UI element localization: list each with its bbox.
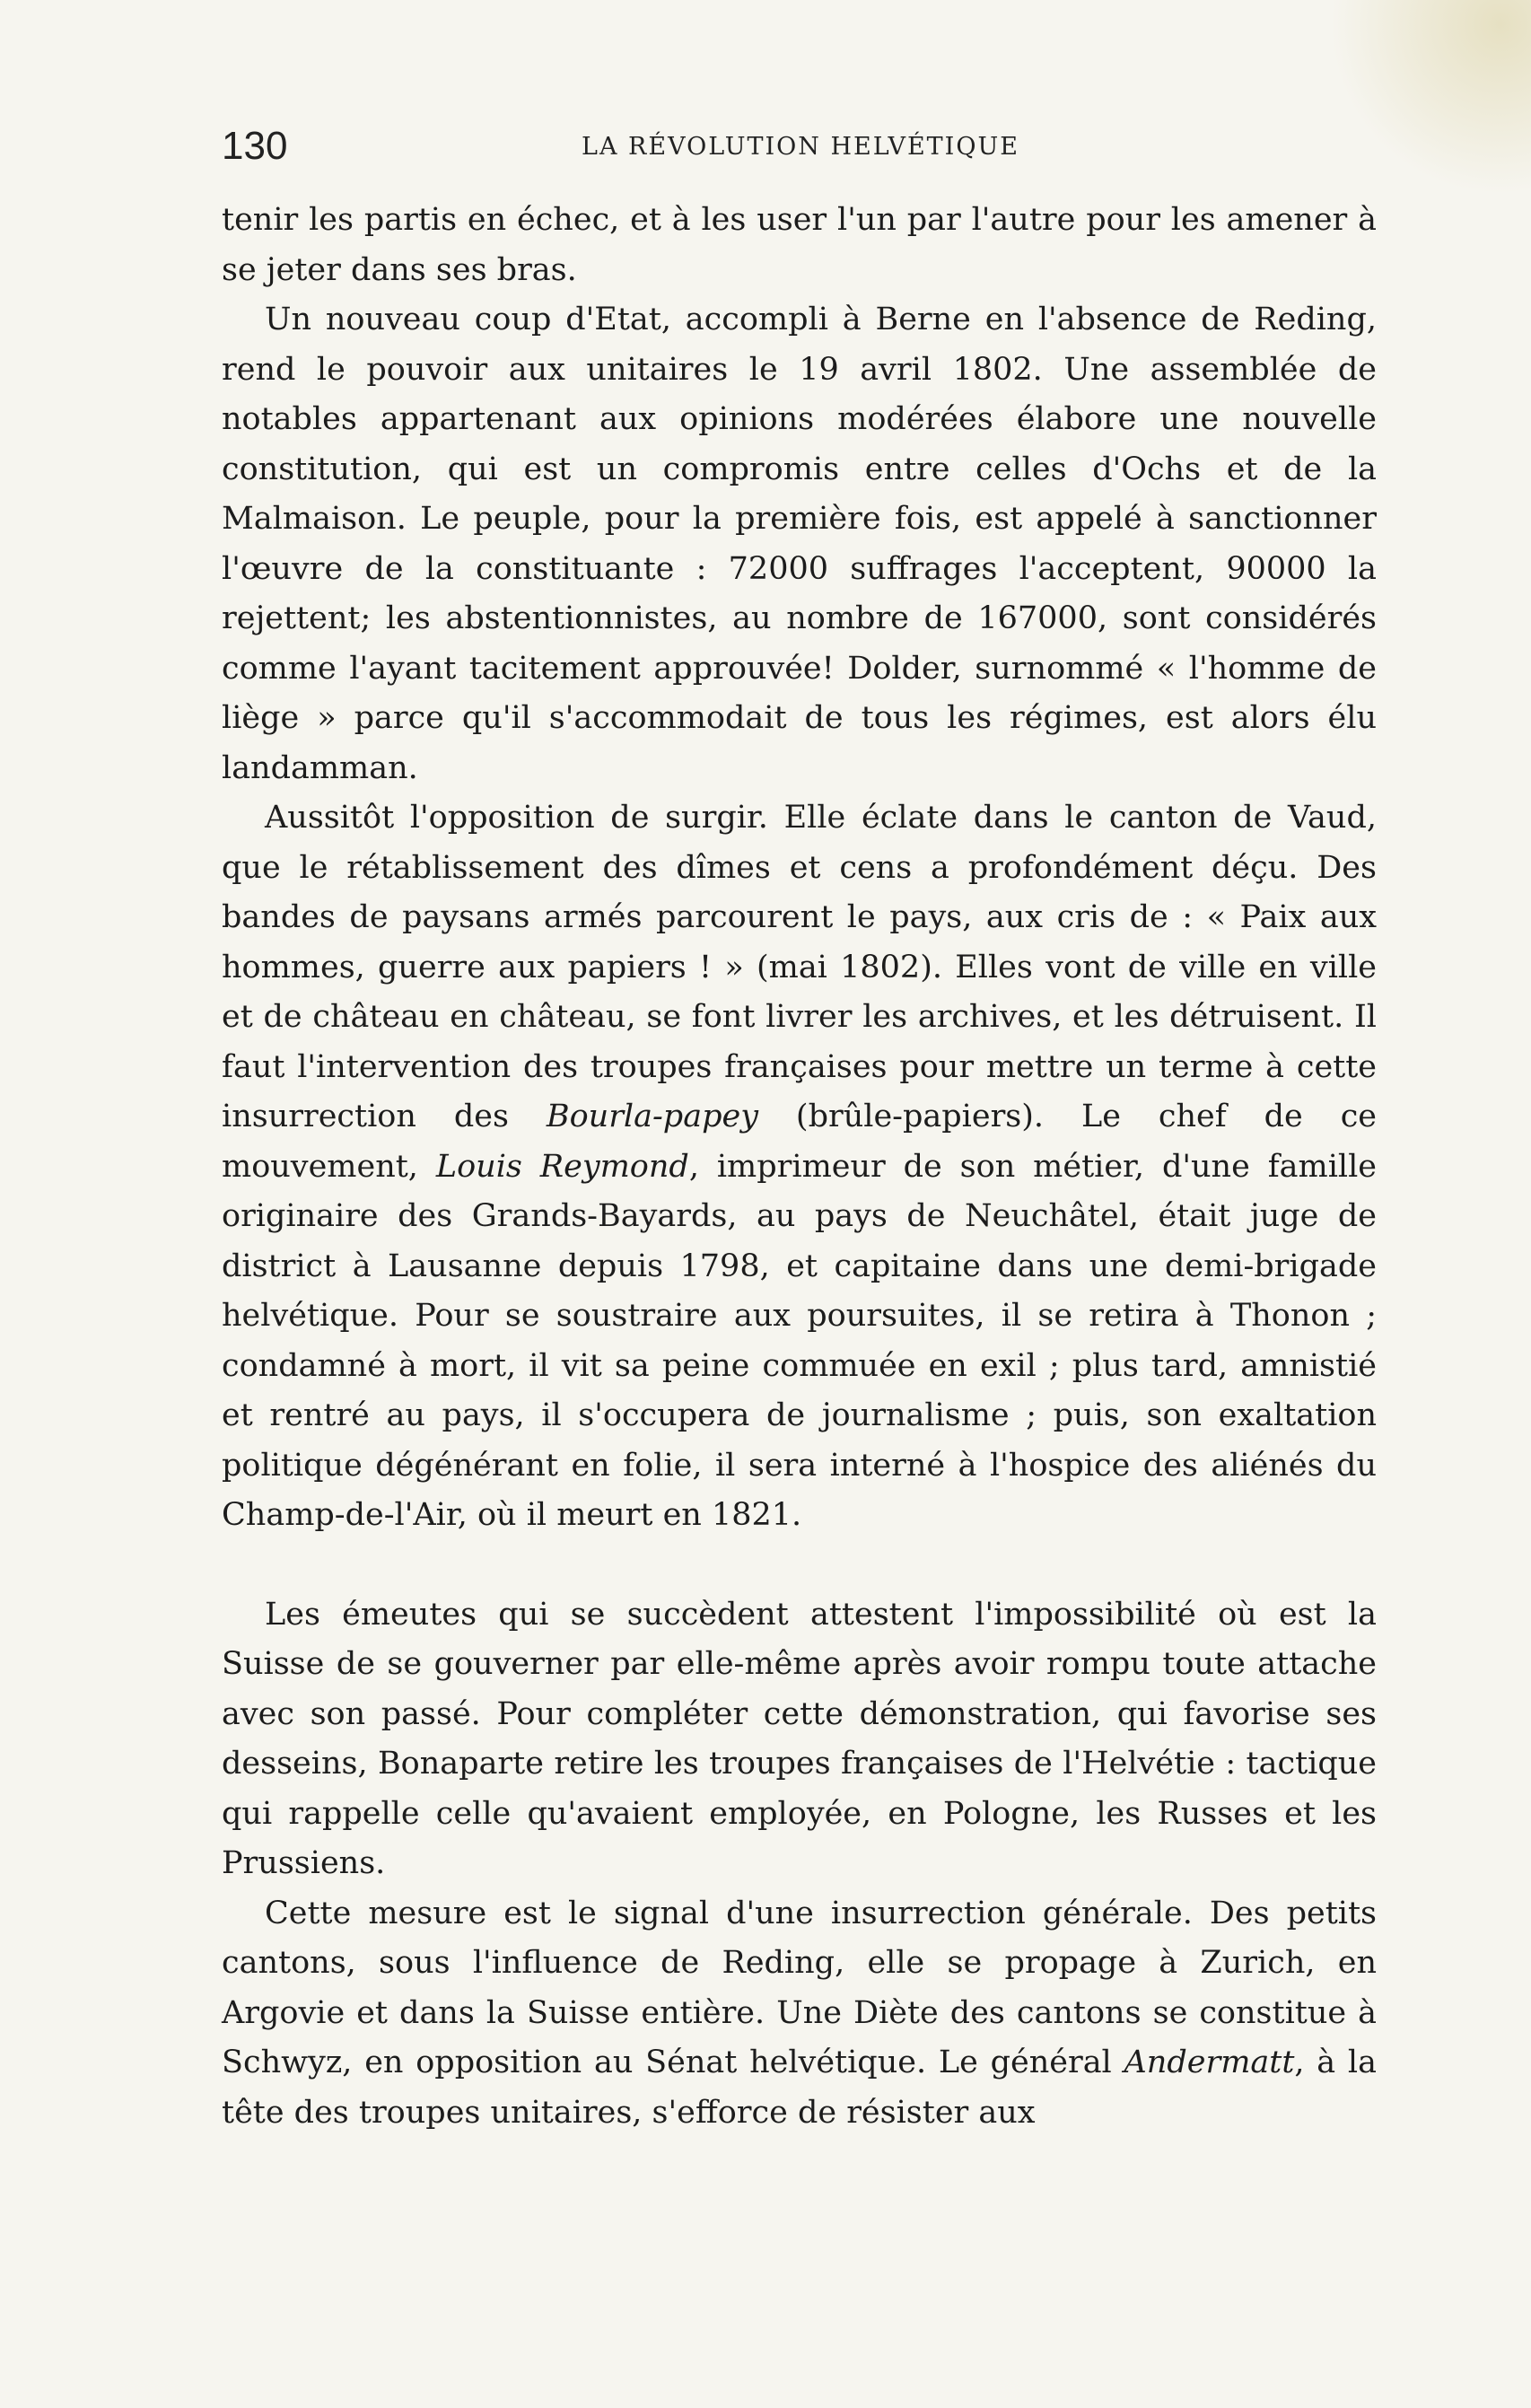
body-text bbox=[222, 196, 1377, 2138]
page-header bbox=[222, 124, 1379, 169]
paragraph-5 bbox=[222, 1889, 1377, 2139]
paragraph-1 bbox=[222, 196, 1377, 295]
running-title: LA RÉVOLUTION HELVÉTIQUE bbox=[582, 133, 1019, 161]
italic-term-bourla-papey: Bourla-papey bbox=[546, 1099, 758, 1134]
paragraph-4 bbox=[222, 1590, 1377, 1889]
paragraph-text: , à la tête des troupes unitaires, s'efforce de résister aux bbox=[222, 2045, 1377, 2131]
page-number: 130 bbox=[222, 124, 288, 168]
paragraph-3 bbox=[222, 793, 1377, 1541]
paragraph-text: Les émeutes qui se succèdent attestent l'impossibilité où est la Suisse de se gouverner par elle-même après avoir rompu toute attache avec son passé. Pour compléter cette démonstration, qui favorise ses desseins, Bonaparte retire les troupes françaises de l'Helvétie : tactique qui rappelle celle qu'avaient employée, en Pologne, les Russes et les Prussiens. bbox=[222, 1596, 1377, 1881]
paragraph-text: Cette mesure est le signal d'une insurrection générale. Des petits cantons, sous l'influence de Reding, elle se propage à Zurich, en Argovie et dans la Suisse entière. Une Diète des cantons se constitue à Schwyz, en opposition au Sénat helvétique. Le général bbox=[222, 1895, 1377, 2080]
paragraph-text: Aussitôt l'opposition de surgir. Elle éclate dans le canton de Vaud, que le rétablissement des dîmes et cens a profondément déçu. Des bandes de paysans armés parcourent le pays, aux cris de : « Paix aux hommes, guerre aux papiers ! » (mai 1802). Elles vont de ville en ville et de château en château, se font livrer les archives, et les détruisent. Il faut l'intervention des troupes françaises pour mettre un terme à cette insurrection des bbox=[222, 800, 1377, 1134]
paragraph-text: tenir les partis en échec, et à les user l'un par l'autre pour les amener à se jeter dans ses bras. bbox=[222, 202, 1377, 288]
italic-name-louis-reymond: Louis Reymond bbox=[435, 1148, 689, 1185]
italic-name-andermatt: Andermatt bbox=[1124, 2045, 1295, 2080]
paragraph-text: (brûle-papiers). Le chef de ce mouvement, bbox=[222, 1099, 1378, 1185]
paragraph-2 bbox=[222, 295, 1377, 793]
paragraph-text: , imprimeur de son métier, d'une famille originaire des Grands-Bayards, au pays de Neuchâtel, était juge de district à Lausanne depuis 1798, et capitaine dans une demi-brigade helvétique. Pour se soustraire aux poursuites, il se retira à Thonon ; condamné à mort, il vit sa peine commuée en exil ; plus tard, amnistié et rentré au pays, il s'occupera de journalisme ; puis, son exaltation politique dégénérant en folie, il sera interné à l'hospice des aliénés du Champ-de-l'Air, où il meurt en 1821. bbox=[222, 1148, 1378, 1533]
paragraph-text: Un nouveau coup d'Etat, accompli à Berne en l'absence de Reding, rend le pouvoir aux unitaires le 19 avril 1802. Une assemblée de notables appartenant aux opinions modérées élabore une nouvelle constitution, qui est un compromis entre celles d'Ochs et de la Malmaison. Le peuple, pour la première fois, est appelé à sanctionner l'œuvre de la constituante : 72000 suffrages l'acceptent, 90000 la rejettent; les abstentionnistes, au nombre de 167000, sont considérés comme l'ayant tacitement approuvée! Dolder, surnommé « l'homme de liège » parce qu'il s'accommodait de tous les régimes, est alors élu landamman. bbox=[222, 302, 1377, 786]
